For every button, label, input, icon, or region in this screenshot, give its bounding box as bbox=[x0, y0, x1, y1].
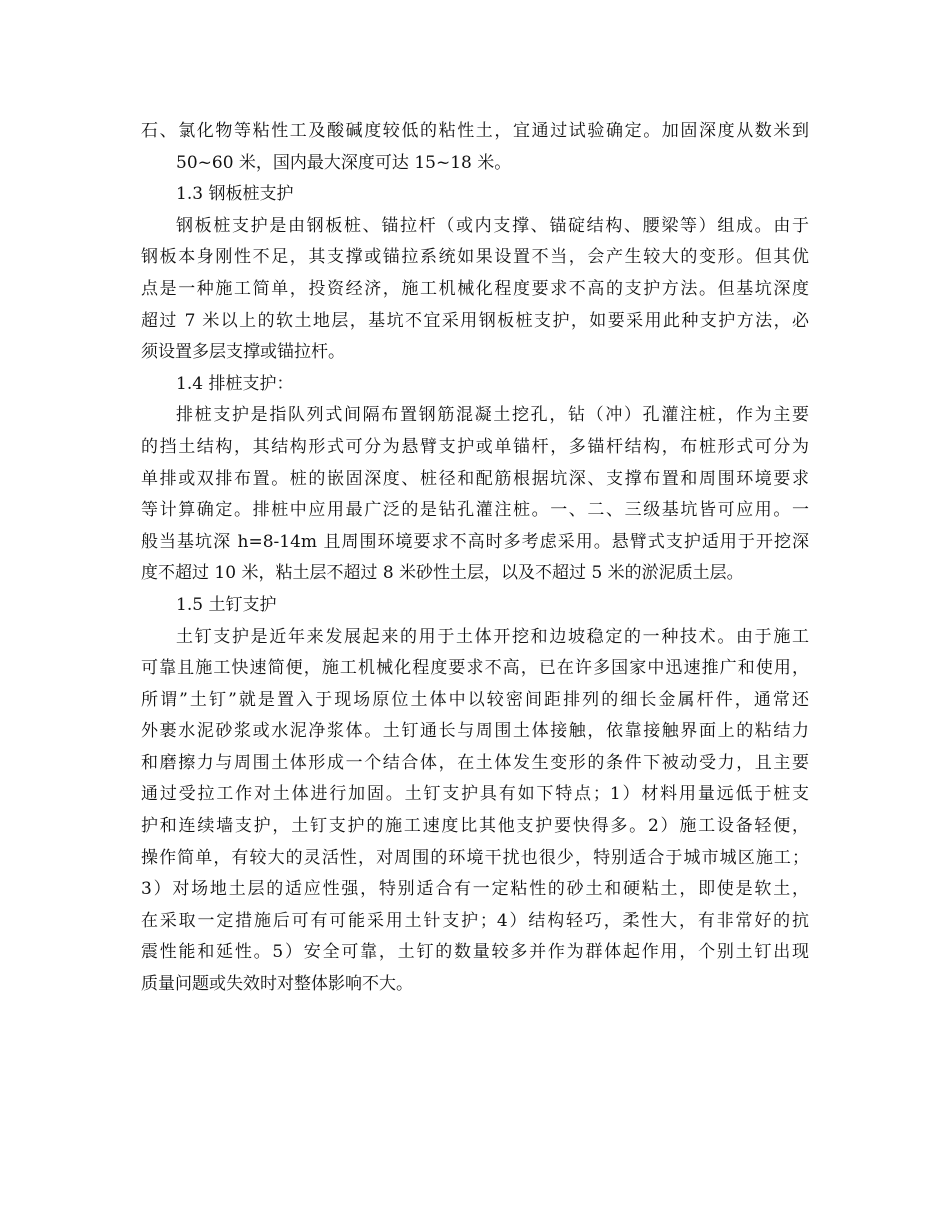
section-heading-1-5: 1.5 土钉支护 bbox=[176, 594, 277, 615]
section-heading-1-4: 1.4 排桩支护： bbox=[176, 373, 294, 394]
text-line: 操作简单，有较大的灵活性，对周围的环境干扰也很少，特别适合于城市城区施工； bbox=[141, 847, 809, 868]
text-line: 可靠且施工快速简便，施工机械化程度要求不高，已在许多国家中迅速推广和使用， bbox=[141, 658, 809, 679]
text-line: 单排或双排布置。桩的嵌固深度、桩径和配筋根据坑深、支撑布置和周围环境要求 bbox=[141, 468, 809, 489]
text-line: 3）对场地土层的适应性强，特别适合有一定粘性的砂土和硬粘土，即使是软土， bbox=[141, 879, 809, 900]
text-line: 质量问题或失效时对整体影响不大。 bbox=[141, 974, 413, 995]
text-line: 超过 7 米以上的软土地层，基坑不宜采用钢板桩支护，如要采用此种支护方法，必 bbox=[141, 310, 809, 331]
text-line: 和磨擦力与周围土体形成一个结合体，在土体发生变形的条件下被动受力，且主要 bbox=[141, 752, 809, 773]
document-body bbox=[141, 116, 809, 1001]
text-line: 通过受拉工作对土体进行加固。土钉支护具有如下特点；1）材料用量远低于桩支 bbox=[141, 784, 809, 805]
section-heading-1-3: 1.3 钢板桩支护 bbox=[176, 184, 294, 205]
text-line: 点是一种施工简单，投资经济，施工机械化程度要求不高的支护方法。但基坑深度 bbox=[141, 278, 809, 299]
text-line: 外裹水泥砂浆或水泥净浆体。土钉通长与周围土体接触，依靠接触界面上的粘结力 bbox=[141, 721, 809, 742]
text-line: 50~60 米，国内最大深度可达 15~18 米。 bbox=[176, 152, 512, 173]
text-line: 土钉支护是近年来发展起来的用于土体开挖和边坡稳定的一种技术。由于施工 bbox=[176, 626, 809, 647]
text-line: 钢板本身刚性不足，其支撑或锚拉系统如果设置不当，会产生较大的变形。但其优 bbox=[141, 247, 809, 268]
text-line: 钢板桩支护是由钢板桩、锚拉杆（或内支撑、锚碇结构、腰梁等）组成。由于 bbox=[176, 215, 809, 236]
text-line: 震性能和延性。5）安全可靠，土钉的数量较多并作为群体起作用，个别土钉出现 bbox=[141, 942, 809, 963]
text-line: 在采取一定措施后可有可能采用土针支护；4）结构轻巧，柔性大，有非常好的抗 bbox=[141, 910, 809, 931]
text-line: 排桩支护是指队列式间隔布置钢筋混凝土挖孔，钻（冲）孔灌注桩，作为主要 bbox=[176, 405, 809, 426]
text-line: 般当基坑深 h=8-14m 且周围环境要求不高时多考虑采用。悬臂式支护适用于开挖深 bbox=[141, 531, 809, 552]
text-line: 所谓”土钉”就是置入于现场原位土体中以较密间距排列的细长金属杆件，通常还 bbox=[141, 689, 809, 710]
text-line: 的挡土结构，其结构形式可分为悬臂支护或单锚杆，多锚杆结构，布桩形式可分为 bbox=[141, 436, 809, 457]
text-line: 度不超过 10 米，粘土层不超过 8 米砂性土层，以及不超过 5 米的淤泥质土层。 bbox=[141, 563, 744, 584]
text-line: 石、氯化物等粘性工及酸碱度较低的粘性土，宜通过试验确定。加固深度从数米到 bbox=[141, 121, 809, 141]
text-line: 等计算确定。排桩中应用最广泛的是钻孔灌注桩。一、二、三级基坑皆可应用。一 bbox=[141, 500, 809, 521]
text-line: 护和连续墙支护，土钉支护的施工速度比其他支护要快得多。2）施工设备轻便， bbox=[141, 816, 809, 837]
text-line: 须设置多层支撑或锚拉杆。 bbox=[141, 342, 345, 363]
